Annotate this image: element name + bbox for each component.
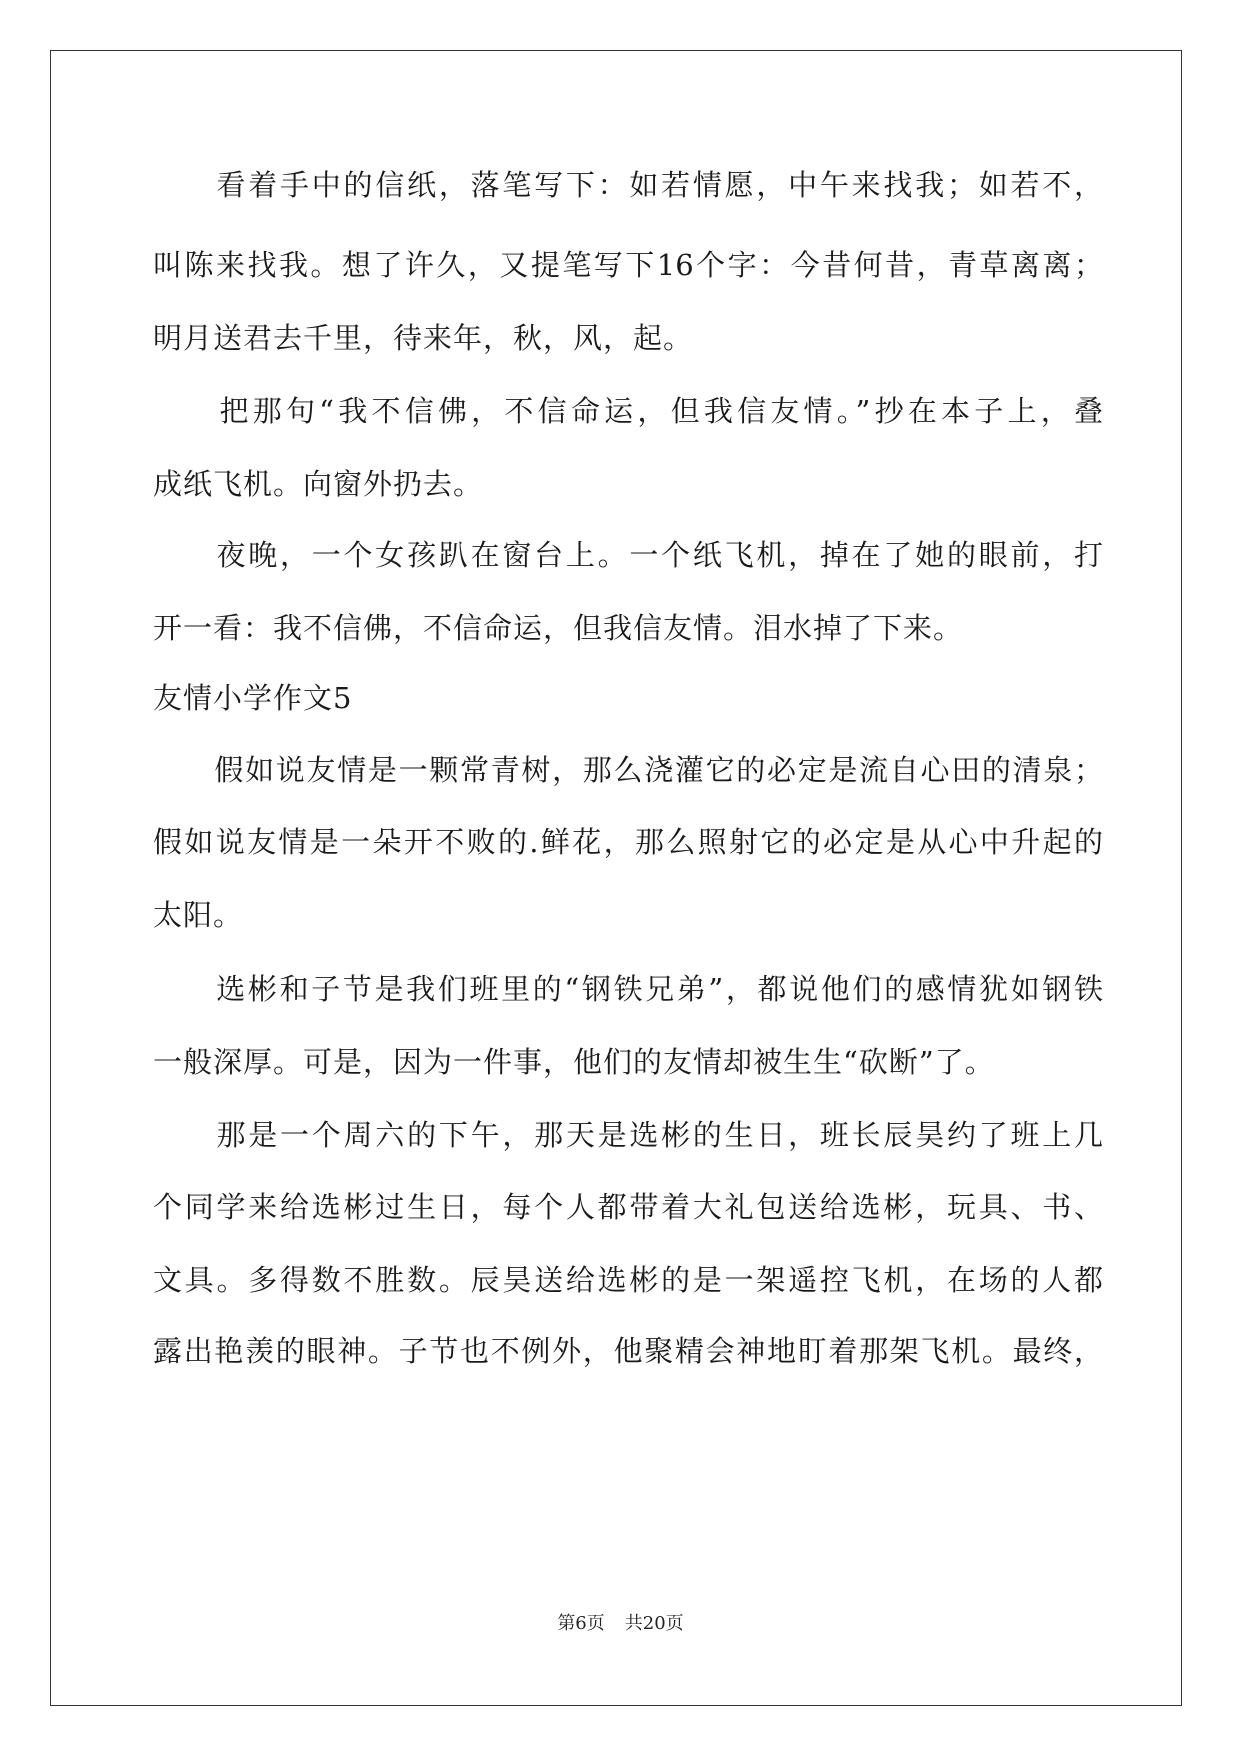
- page-border: [50, 50, 1182, 1706]
- text-line: 那是一个周六的下午，那天是选彬的生日，班长辰昊约了班上几: [153, 1118, 1103, 1152]
- text-line: 选彬和子节是我们班里的“钢铁兄弟”，都说他们的感情犹如钢铁: [153, 972, 1103, 1006]
- text-line: 个同学来给选彬过生日，每个人都带着大礼包送给选彬，玩具、书、: [153, 1190, 1103, 1224]
- page-footer: [0, 1612, 1241, 1636]
- text-line: 看着手中的信纸，落笔写下：如若情愿，中午来找我；如若不，: [153, 168, 1103, 202]
- page-number: 第6页: [557, 1613, 605, 1634]
- text-line: 文具。多得数不胜数。辰昊送给选彬的是一架遥控飞机，在场的人都: [153, 1263, 1103, 1297]
- text-line: 开一看：我不信佛，不信命运，但我信友情。泪水掉了下来。: [153, 611, 964, 645]
- text-line: 把那句“我不信佛，不信命运，但我信友情。”抄在本子上，叠: [153, 394, 1103, 428]
- text-line: 成纸飞机。向窗外扔去。: [153, 467, 484, 501]
- text-line: 假如说友情是一颗常青树，那么浇灌它的必定是流自心田的清泉；: [153, 753, 1103, 787]
- text-line: 明月送君去千里，待来年，秋，风，起。: [153, 321, 694, 355]
- text-line: 露出艳羡的眼神。子节也不例外，他聚精会神地盯着那架飞机。最终，: [153, 1334, 1103, 1368]
- section-heading: 友情小学作文5: [153, 681, 353, 715]
- text-line: 太阳。: [153, 898, 244, 932]
- text-line: 叫陈来找我。想了许久，又提笔写下16个字：今昔何昔，青草离离；: [153, 248, 1103, 282]
- text-line: 假如说友情是一朵开不败的.鲜花，那么照射它的必定是从心中升起的: [153, 825, 1103, 859]
- text-line: 夜晚，一个女孩趴在窗台上。一个纸飞机，掉在了她的眼前，打: [153, 538, 1103, 572]
- page-total: 共20页: [624, 1613, 684, 1634]
- text-line: 一般深厚。可是，因为一件事，他们的友情却被生生“砍断”了。: [153, 1045, 995, 1079]
